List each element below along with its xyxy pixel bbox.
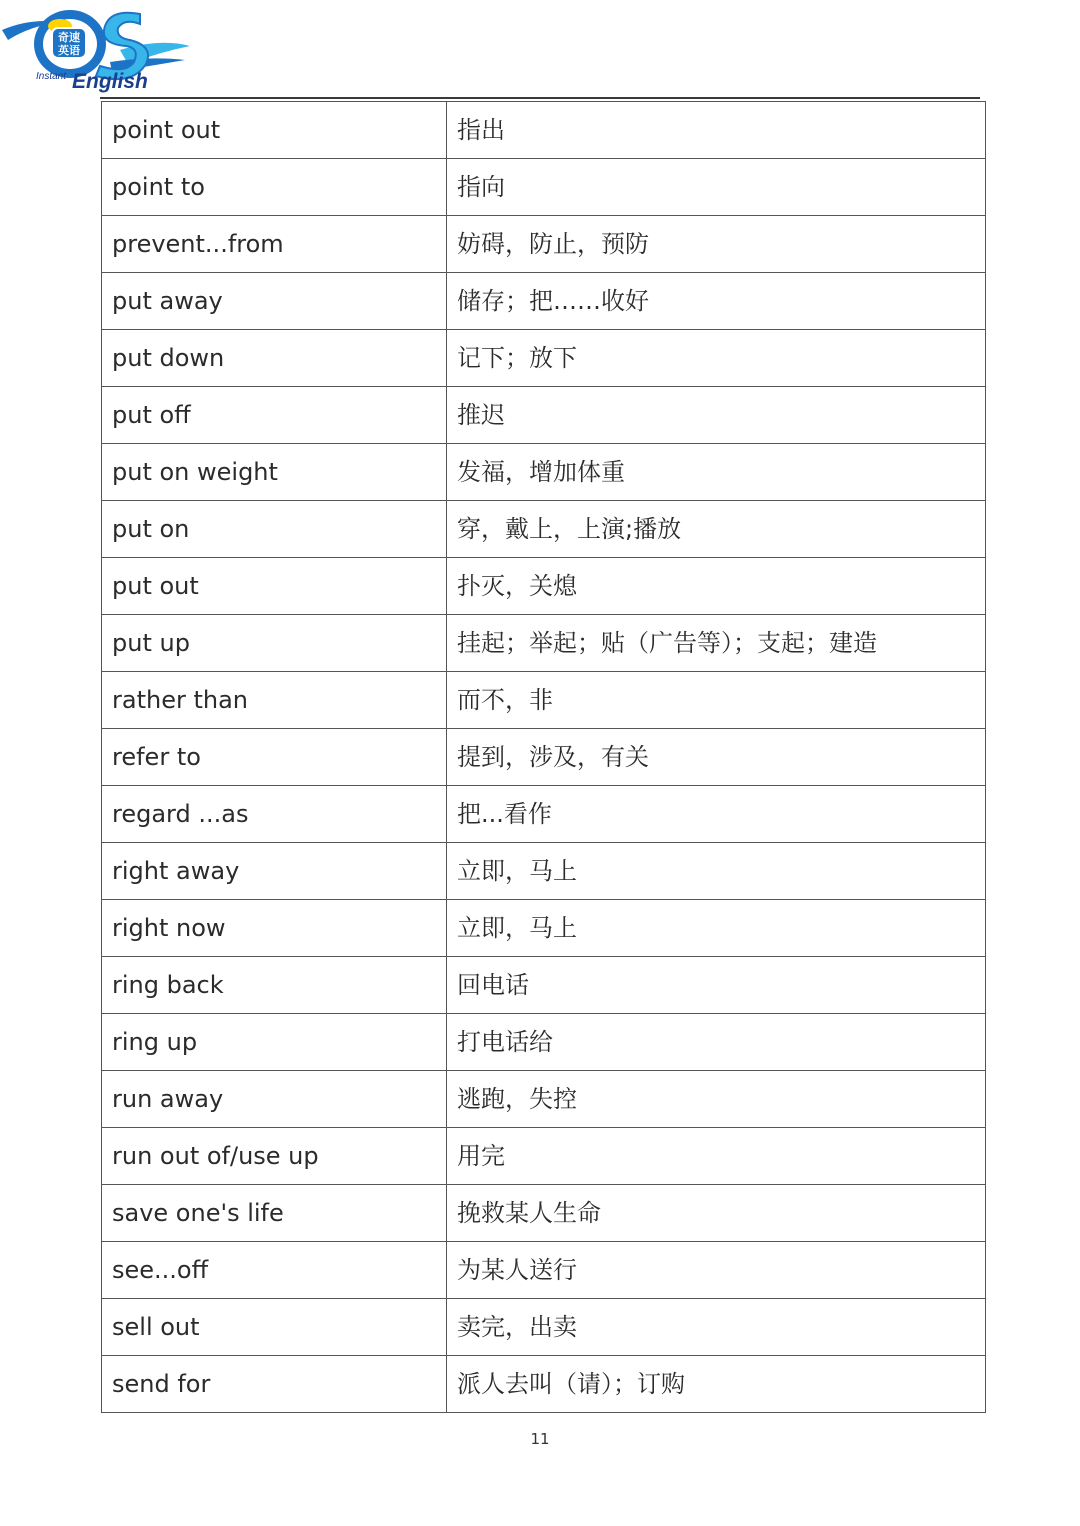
table-row <box>102 102 986 159</box>
table-row <box>102 1242 986 1299</box>
phrase-term: put away <box>102 273 447 330</box>
phrase-term: right away <box>102 843 447 900</box>
table-row <box>102 1299 986 1356</box>
table-row <box>102 843 986 900</box>
phrase-term: send for <box>102 1356 447 1413</box>
brand-logo <box>0 0 200 100</box>
logo-tagline-large: English <box>72 70 148 93</box>
table-row <box>102 558 986 615</box>
phrase-term: put down <box>102 330 447 387</box>
table-row <box>102 159 986 216</box>
phrase-term: put off <box>102 387 447 444</box>
phrase-term: point to <box>102 159 447 216</box>
table-row <box>102 957 986 1014</box>
table-row <box>102 501 986 558</box>
phrase-meaning: 妨碍，防止，预防 <box>447 216 986 273</box>
phrase-meaning: 用完 <box>447 1128 986 1185</box>
table-row <box>102 273 986 330</box>
phrase-meaning: 回电话 <box>447 957 986 1014</box>
table-row <box>102 786 986 843</box>
phrase-meaning: 把...看作 <box>447 786 986 843</box>
phrase-meaning: 派人去叫（请）；订购 <box>447 1356 986 1413</box>
phrase-meaning: 扑灭，关熄 <box>447 558 986 615</box>
logo-badge-line2: 英语 <box>58 44 80 57</box>
phrase-meaning: 而不，非 <box>447 672 986 729</box>
logo-badge-line1: 奇速 <box>58 31 80 44</box>
brand-logo-graphic <box>0 0 200 100</box>
phrase-meaning: 储存；把……收好 <box>447 273 986 330</box>
phrase-term: ring back <box>102 957 447 1014</box>
table-row <box>102 387 986 444</box>
phrase-table <box>101 101 986 1413</box>
phrase-term: put on <box>102 501 447 558</box>
table-row <box>102 330 986 387</box>
page-number: 11 <box>530 1430 550 1448</box>
phrase-meaning: 卖完，出卖 <box>447 1299 986 1356</box>
table-row <box>102 216 986 273</box>
phrase-meaning: 记下；放下 <box>447 330 986 387</box>
phrase-term: ring up <box>102 1014 447 1071</box>
phrase-term: rather than <box>102 672 447 729</box>
table-row <box>102 444 986 501</box>
table-row <box>102 1356 986 1413</box>
phrase-term: run away <box>102 1071 447 1128</box>
phrase-meaning: 提到，涉及，有关 <box>447 729 986 786</box>
table-row <box>102 615 986 672</box>
phrase-term: right now <box>102 900 447 957</box>
table-row <box>102 1071 986 1128</box>
phrase-term: put on weight <box>102 444 447 501</box>
phrase-term: put up <box>102 615 447 672</box>
table-row <box>102 729 986 786</box>
phrase-meaning: 挂起；举起；贴（广告等）；支起；建造 <box>447 615 986 672</box>
header-rule <box>100 97 980 99</box>
phrase-meaning: 立即，马上 <box>447 900 986 957</box>
phrase-meaning: 穿，戴上，上演;播放 <box>447 501 986 558</box>
phrase-term: put out <box>102 558 447 615</box>
phrase-meaning: 发福，增加体重 <box>447 444 986 501</box>
phrase-meaning: 推迟 <box>447 387 986 444</box>
phrase-term: point out <box>102 102 447 159</box>
phrase-meaning: 打电话给 <box>447 1014 986 1071</box>
phrase-meaning: 指向 <box>447 159 986 216</box>
phrase-term: see...off <box>102 1242 447 1299</box>
phrase-term: sell out <box>102 1299 447 1356</box>
phrase-meaning: 挽救某人生命 <box>447 1185 986 1242</box>
phrase-meaning: 立即，马上 <box>447 843 986 900</box>
phrase-meaning: 为某人送行 <box>447 1242 986 1299</box>
phrase-table-body <box>102 102 986 1413</box>
logo-tagline-small: Instant <box>36 71 67 82</box>
phrase-term: regard ...as <box>102 786 447 843</box>
table-row <box>102 900 986 957</box>
table-row <box>102 672 986 729</box>
phrase-term: save one's life <box>102 1185 447 1242</box>
phrase-term: prevent...from <box>102 216 447 273</box>
table-row <box>102 1128 986 1185</box>
phrase-meaning: 指出 <box>447 102 986 159</box>
table-row <box>102 1185 986 1242</box>
table-row <box>102 1014 986 1071</box>
phrase-term: refer to <box>102 729 447 786</box>
phrase-meaning: 逃跑，失控 <box>447 1071 986 1128</box>
phrase-term: run out of/use up <box>102 1128 447 1185</box>
